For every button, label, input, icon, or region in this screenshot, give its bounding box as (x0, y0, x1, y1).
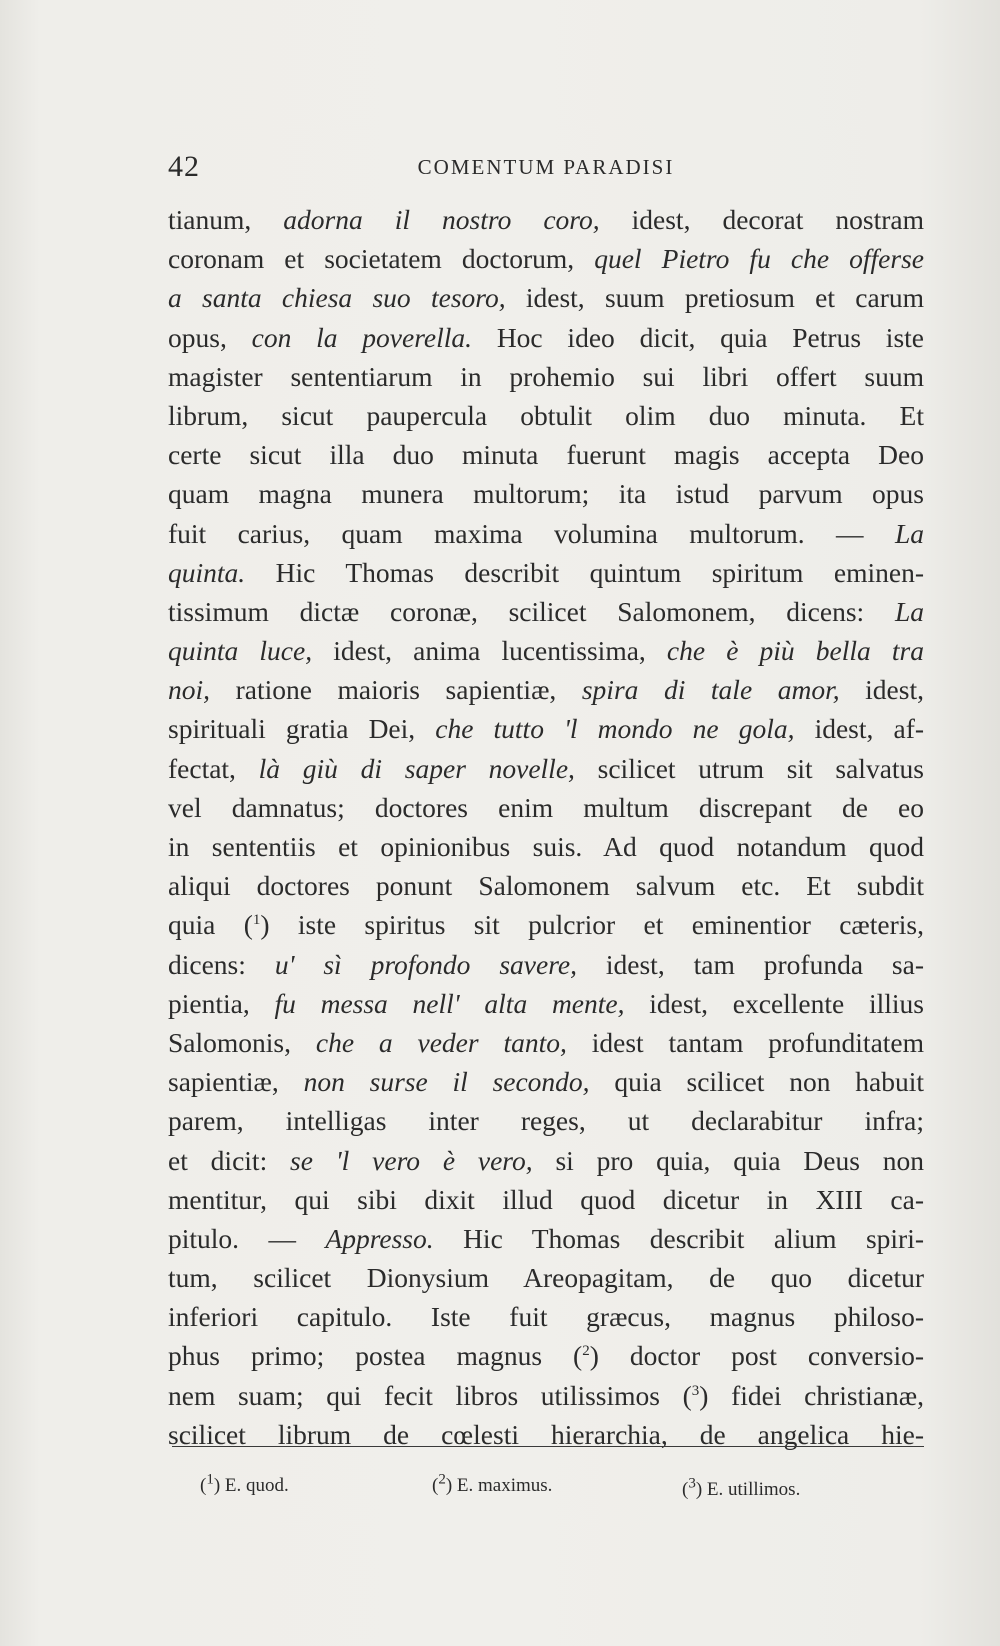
text-line (168, 1023, 924, 1062)
running-head (168, 150, 924, 186)
text-line (168, 984, 924, 1023)
italic-quote: adorna il nostro coro, (283, 204, 600, 235)
text-run: in sententiis et opinionibus suis. Ad quod notandum quod (168, 831, 924, 862)
text-run: Hoc ideo dicit, quia Petrus iste (472, 321, 925, 353)
text-run: fuit carius, quam maxima volumina multorum. — (168, 517, 895, 549)
footnote-3: ($^3$) E. utillimos. (682, 1475, 801, 1500)
text-line (168, 435, 924, 474)
footnote-ref: 2 (582, 1343, 590, 1360)
text-run: inferiori capitulo. Iste fuit græcus, magnus philoso- (168, 1301, 924, 1333)
text-run: scilicet librum de cœlesti hierarchia, de angelica hie- (168, 1418, 924, 1450)
page-number: 42 (168, 150, 200, 183)
text-line (168, 318, 924, 357)
italic-quote: che è più bella tra (666, 635, 924, 667)
italic-quote: non surse il secondo, (303, 1066, 590, 1098)
text-run: idest, suum pretiosum et carum (505, 282, 924, 314)
text-run: mentitur, qui sibi dixit illud quod dicetur in XIII ca- (168, 1183, 924, 1215)
text-line (168, 200, 924, 239)
text-line (168, 474, 924, 513)
text-run: ) fidei christianæ, (699, 1379, 924, 1411)
text-line (168, 357, 924, 396)
text-run: parem, intelligas inter reges, ut declarabitur infra; (168, 1105, 924, 1137)
footnote-rule (172, 1446, 924, 1447)
text-run: idest, excellente illius (624, 987, 924, 1019)
text-run: idest, (839, 674, 924, 706)
italic-quote: là giù di saper novelle, (258, 752, 575, 784)
text-line (168, 1141, 924, 1180)
text-line (168, 1336, 924, 1375)
italic-quote: quel Pietro fu che offerse (594, 243, 924, 275)
text-run: aliqui doctores ponunt Salomonem salvum etc. Et subdit (168, 870, 924, 902)
italic-quote: La (894, 595, 924, 627)
text-line (168, 905, 924, 944)
text-run: sapientiæ, (168, 1066, 304, 1098)
text-line (168, 1415, 924, 1454)
text-run: opus, (168, 321, 252, 353)
text-run: si pro quia, quia Deus non (532, 1144, 924, 1176)
text-run: tissimum dictæ coronæ, scilicet Salomonem, dicens: (168, 595, 895, 627)
text-line (168, 670, 924, 709)
text-line (168, 1258, 924, 1297)
italic-quote: che tutto 'l mondo ne gola, (435, 713, 795, 745)
text-run: nem suam; qui fecit libros utilissimos ( (168, 1379, 692, 1411)
text-line (168, 592, 924, 631)
footnote-ref: 3 (691, 1382, 700, 1399)
text-line (168, 1062, 924, 1101)
italic-quote: u' sì profondo savere, (274, 948, 577, 980)
italic-quote: Appresso. (325, 1222, 434, 1254)
text-run: Salomonis, (168, 1026, 316, 1058)
text-line (168, 1180, 924, 1219)
italic-quote: a santa chiesa suo tesoro, (168, 282, 506, 314)
text-run: spirituali gratia Dei, (168, 713, 436, 745)
text-line (168, 1101, 924, 1140)
text-line (168, 396, 924, 435)
text-run: Hic Thomas describit quintum spiritum eminen- (245, 556, 924, 588)
running-title: COMENTUM PARADISI (417, 155, 675, 179)
footnotes (200, 1471, 920, 1505)
text-line (168, 945, 924, 984)
text-run: fectat, (168, 752, 259, 784)
text-line (168, 239, 924, 278)
italic-quote: La (894, 517, 924, 549)
italic-quote: quinta luce, (168, 635, 313, 667)
italic-quote: se 'l vero è vero, (290, 1144, 533, 1176)
text-run: ) iste spiritus sit pulcrior et eminentior cæteris, (260, 909, 924, 941)
italic-quote: che a veder tanto, (315, 1026, 567, 1058)
text-line (168, 1219, 924, 1258)
text-run: quia ( (168, 909, 253, 941)
text-run: idest, af- (794, 713, 925, 745)
text-line (168, 749, 924, 788)
italic-quote: noi, (168, 674, 211, 706)
text-run: phus primo; postea magnus ( (168, 1340, 583, 1372)
text-run: quia scilicet non habuit (589, 1066, 924, 1098)
footnote-1: ($^1$) E. quod. (200, 1471, 289, 1496)
text-run: idest, decorat nostram (599, 204, 924, 235)
text-run: tianum, (168, 204, 284, 235)
italic-quote: spira di tale amor, (581, 674, 840, 706)
text-line (168, 553, 924, 592)
italic-quote: con la poverella. (251, 321, 473, 353)
text-run: pitulo. — (168, 1222, 326, 1254)
text-run: coronam et societatem doctorum, (168, 243, 595, 275)
text-line (168, 788, 924, 827)
text-line (168, 709, 924, 748)
text-run: et dicit: (168, 1144, 291, 1176)
text-run: ratione maioris sapientiæ, (210, 674, 582, 706)
text-run: vel damnatus; doctores enim multum discrepant de eo (168, 791, 924, 823)
italic-quote: quinta. (168, 556, 246, 588)
text-run: dicens: (168, 948, 275, 980)
text-run: tum, scilicet Dionysium Areopagitam, de quo dicetur (168, 1262, 924, 1294)
footnote-ref: 1 (252, 912, 261, 929)
text-run: magister sententiarum in prohemio sui libri offert suum (168, 360, 924, 392)
text-line (168, 514, 924, 553)
text-run: certe sicut illa duo minuta fuerunt magis accepta Deo (168, 439, 924, 471)
text-run: idest, anima lucentissima, (312, 635, 667, 667)
text-run: quam magna munera multorum; ita istud parvum opus (168, 478, 924, 510)
text-line (168, 1297, 924, 1336)
footnote-2: ($^2$) E. maximus. (432, 1471, 553, 1496)
text-run: librum, sicut paupercula obtulit olim duo minuta. Et (168, 399, 924, 431)
text-run: Hic Thomas describit alium spiri- (433, 1222, 924, 1254)
text-run: pientia, (168, 987, 275, 1019)
text-line (168, 827, 924, 866)
text-run: idest tantam profunditatem (566, 1026, 925, 1058)
text-run: scilicet utrum sit salvatus (574, 752, 925, 784)
body-text (168, 200, 924, 1454)
text-run: idest, tam profunda sa- (576, 948, 924, 980)
text-run: ) doctor post conversio- (589, 1340, 924, 1372)
text-line (168, 631, 924, 670)
text-line (168, 1376, 924, 1415)
text-line (168, 866, 924, 905)
text-line (168, 278, 924, 317)
italic-quote: fu messa nell' alta mente, (274, 987, 625, 1019)
